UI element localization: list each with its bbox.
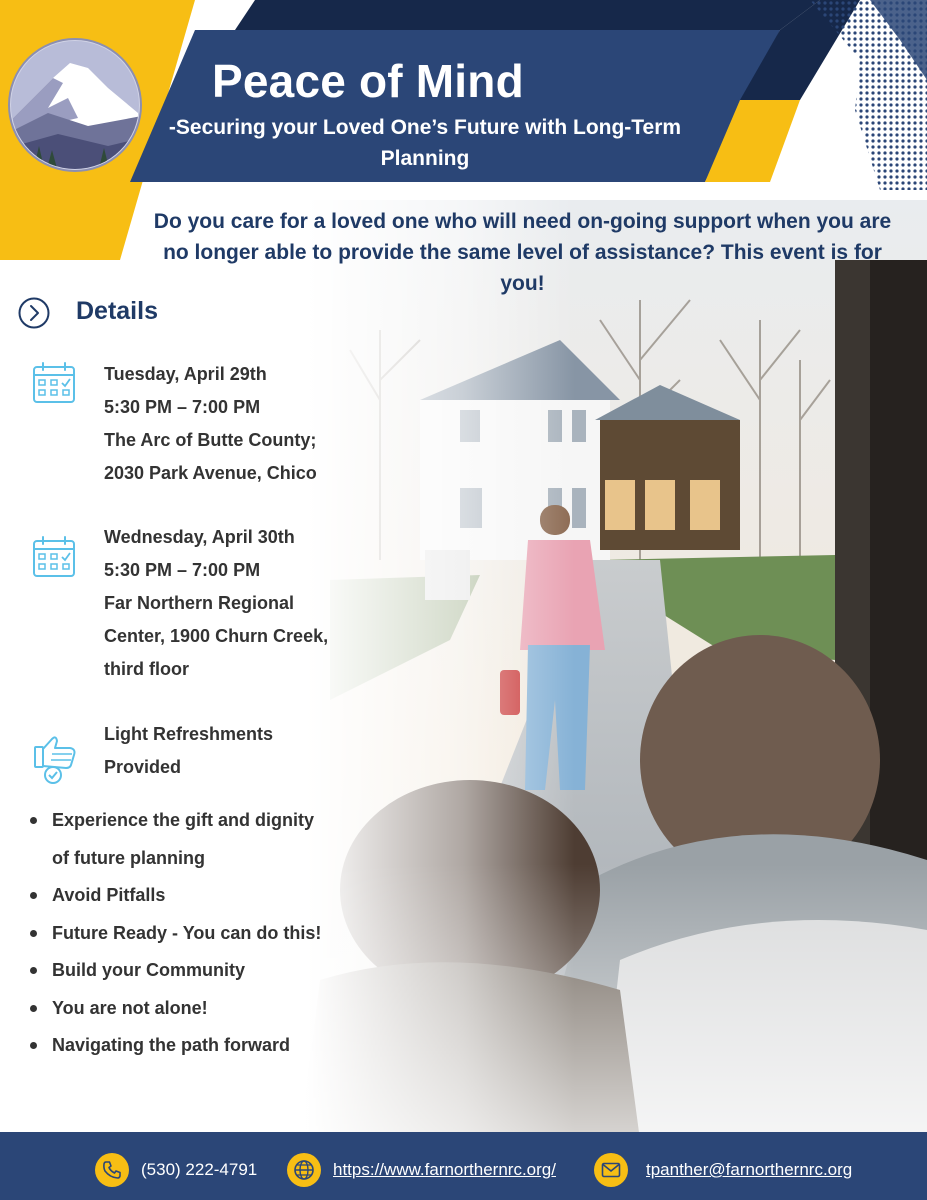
calendar-icon bbox=[31, 360, 77, 406]
list-item: Navigating the path forward bbox=[30, 1027, 410, 1065]
globe-icon bbox=[287, 1153, 321, 1187]
refreshments-line-2: Provided bbox=[104, 757, 182, 777]
list-item: Experience the gift and dignity bbox=[30, 802, 410, 840]
calendar-icon bbox=[31, 534, 77, 580]
details-heading: Details bbox=[76, 297, 158, 325]
event-2-floor: third floor bbox=[104, 659, 189, 679]
chevron-right-circle-icon bbox=[18, 297, 50, 329]
envelope-icon bbox=[594, 1153, 628, 1187]
list-item: You are not alone! bbox=[30, 990, 410, 1028]
event-2-date: Wednesday, April 30th bbox=[104, 527, 295, 547]
list-item: Build your Community bbox=[30, 952, 410, 990]
contact-phone[interactable] bbox=[95, 1152, 257, 1188]
phone-number: (530) 222-4791 bbox=[141, 1160, 258, 1179]
website-link[interactable]: https://www.farnorthernrc.org/ bbox=[333, 1160, 556, 1179]
event-1-address: 2030 Park Avenue, Chico bbox=[104, 463, 317, 483]
event-2-venue: Far Northern Regional bbox=[104, 593, 295, 613]
event-2-details bbox=[104, 521, 404, 686]
refreshments-text bbox=[104, 718, 404, 784]
event-2-time: 5:30 PM – 7:00 PM bbox=[104, 560, 261, 580]
contact-website[interactable] bbox=[287, 1152, 556, 1188]
page-subtitle: -Securing your Loved One’s Future with Long-Term Planning bbox=[168, 116, 682, 170]
email-link[interactable]: tpanther@farnorthernrc.org bbox=[646, 1160, 853, 1179]
event-2-address: Center, 1900 Churn Creek, bbox=[104, 626, 329, 646]
event-1-time: 5:30 PM – 7:00 PM bbox=[104, 397, 261, 417]
phone-icon bbox=[95, 1153, 129, 1187]
list-item-continuation: of future planning bbox=[52, 847, 205, 868]
mountain-logo bbox=[8, 38, 142, 172]
refreshments-line-1: Light Refreshments bbox=[104, 724, 274, 744]
page-title: Peace of Mind bbox=[212, 55, 524, 107]
event-1-details bbox=[104, 358, 404, 490]
list-item: Future Ready - You can do this! bbox=[30, 915, 410, 953]
thumbs-up-icon bbox=[32, 733, 82, 785]
list-item: Avoid Pitfalls bbox=[30, 877, 410, 915]
event-1-date: Tuesday, April 29th bbox=[104, 364, 267, 384]
event-1-venue: The Arc of Butte County; bbox=[104, 430, 317, 450]
intro-text: Do you care for a loved one who will need on-going support when you are no longer able to provide the same level of assistance? This event is for you! bbox=[153, 210, 892, 295]
benefits-list bbox=[30, 802, 410, 1065]
contact-email[interactable] bbox=[594, 1152, 852, 1188]
